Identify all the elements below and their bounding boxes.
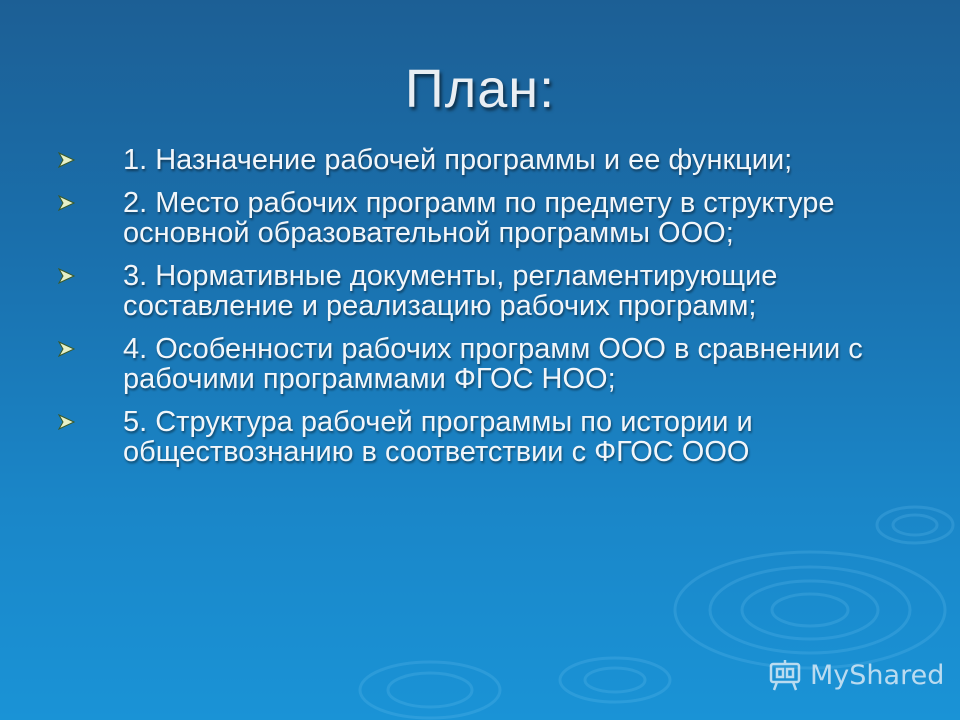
arrowhead-bullet-icon: [58, 152, 76, 168]
watermark-text: MyShared: [810, 659, 945, 691]
watermark: [768, 655, 944, 695]
list-item: [58, 188, 918, 248]
arrowhead-bullet-icon: [58, 414, 76, 430]
list-item: [58, 145, 918, 175]
plan-list: [58, 145, 918, 480]
arrowhead-bullet-icon: [58, 195, 76, 211]
list-item-text: 1. Назначение рабочей программы и ее функции;: [123, 144, 793, 176]
presentation-board-icon: [768, 658, 802, 692]
slide-title: План:: [404, 59, 556, 119]
arrowhead-bullet-icon: [58, 268, 76, 284]
list-item: [58, 261, 918, 321]
list-item-text: 3. Нормативные документы, регламентирующие составление и реализацию рабочих программ;: [123, 260, 778, 322]
list-item-text: 4. Особенности рабочих программ ООО в сравнении с рабочими программами ФГОС НОО;: [123, 333, 863, 395]
list-item: [58, 407, 918, 467]
list-item-text: 2. Место рабочих программ по предмету в структуре основной образовательной программы ООО;: [123, 187, 835, 249]
arrowhead-bullet-icon: [58, 341, 76, 357]
list-item: [58, 334, 918, 394]
list-item-text: 5. Структура рабочей программы по истории и обществознанию в соответствии с ФГОС ООО: [123, 406, 753, 468]
